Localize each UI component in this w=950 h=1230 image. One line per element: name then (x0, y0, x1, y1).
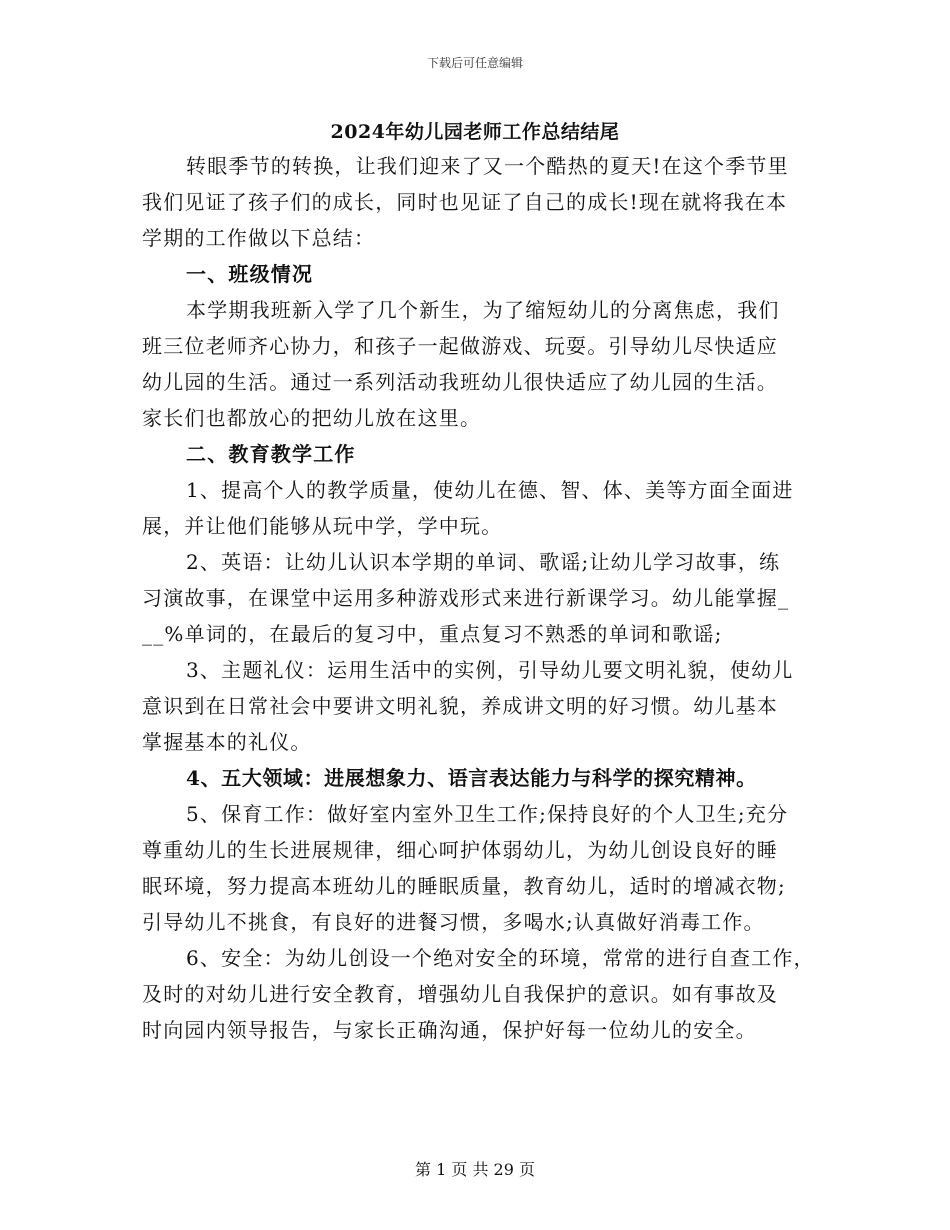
item1-line: 1、提高个人的教学质量，使幼儿在德、智、体、美等方面全面进 (186, 478, 794, 502)
item3-line: 意识到在日常社会中要讲文明礼貌，养成讲文明的好习惯。幼儿基本 (142, 694, 778, 718)
section1-line: 家长们也都放心的把幼儿放在这里。 (142, 406, 482, 430)
item6-paragraph (142, 940, 822, 1048)
header-note: 下载后可任意编辑 (426, 56, 523, 70)
item6-line: 时向园内领导报告，与家长正确沟通，保护好每一位幼儿的安全。 (142, 1018, 757, 1042)
item6-line: 6、安全：为幼儿创设一个绝对安全的环境，常常的进行自查工作， (186, 946, 815, 970)
page-number: 第 1 页 共 29 页 (415, 1160, 535, 1179)
item4-paragraph: 4、五大领域：进展想象力、语言表达能力与科学的探究精神。 (186, 766, 757, 790)
item1-line: 展，并让他们能够从玩中学，学中玩。 (142, 514, 503, 538)
section1-heading: 一、班级情况 (186, 262, 314, 286)
item2-paragraph (142, 544, 822, 652)
section1-line: 班三位老师齐心协力，和孩子一起做游戏、玩耍。引导幼儿尽快适应 (142, 334, 778, 358)
intro-line: 学期的工作做以下总结： (142, 226, 376, 250)
document-title: 2024年幼儿园老师工作总结结尾 (330, 121, 620, 143)
item3-line: 掌握基本的礼仪。 (142, 730, 312, 754)
item5-line: 尊重幼儿的生长进展规律，细心呵护体弱幼儿，为幼儿创设良好的睡 (142, 838, 778, 862)
section1-paragraph (142, 292, 822, 436)
document-body (142, 148, 822, 1048)
item1-paragraph (142, 472, 822, 544)
item6-line: 及时的对幼儿进行安全教育，增强幼儿自我保护的意识。如有事故及 (142, 982, 778, 1006)
section2-heading: 二、教育教学工作 (186, 442, 356, 466)
item3-line: 3、主题礼仪：运用生活中的实例，引导幼儿要文明礼貌，使幼儿 (186, 658, 794, 682)
intro-line: 转眼季节的转换，让我们迎来了又一个酷热的夏天!在这个季节里 (186, 154, 789, 178)
item2-line: 2、英语：让幼儿认识本学期的单词、歌谣;让幼儿学习故事，练 (186, 550, 781, 574)
item5-line: 眠环境，努力提高本班幼儿的睡眠质量，教育幼儿，适时的增减衣物; (142, 874, 786, 898)
section1-line: 幼儿园的生活。通过一系列活动我班幼儿很快适应了幼儿园的生活。 (142, 370, 778, 394)
section1-line: 本学期我班新入学了几个新生，为了缩短幼儿的分离焦虑，我们 (186, 298, 780, 322)
item3-paragraph (142, 652, 822, 760)
item5-line: 引导幼儿不挑食，有良好的进餐习惯，多喝水;认真做好消毒工作。 (142, 910, 765, 934)
intro-paragraph (142, 148, 822, 256)
item5-line: 5、保育工作：做好室内室外卫生工作;保持良好的个人卫生;充分 (186, 802, 789, 826)
item5-paragraph (142, 796, 822, 940)
item2-line: 习演故事，在课堂中运用多种游戏形式来进行新课学习。幼儿能掌握_ (142, 586, 790, 610)
item2-line: __%单词的，在最后的复习中，重点复习不熟悉的单词和歌谣; (142, 622, 723, 646)
intro-line: 我们见证了孩子们的成长，同时也见证了自己的成长!现在就将我在本 (142, 190, 788, 214)
